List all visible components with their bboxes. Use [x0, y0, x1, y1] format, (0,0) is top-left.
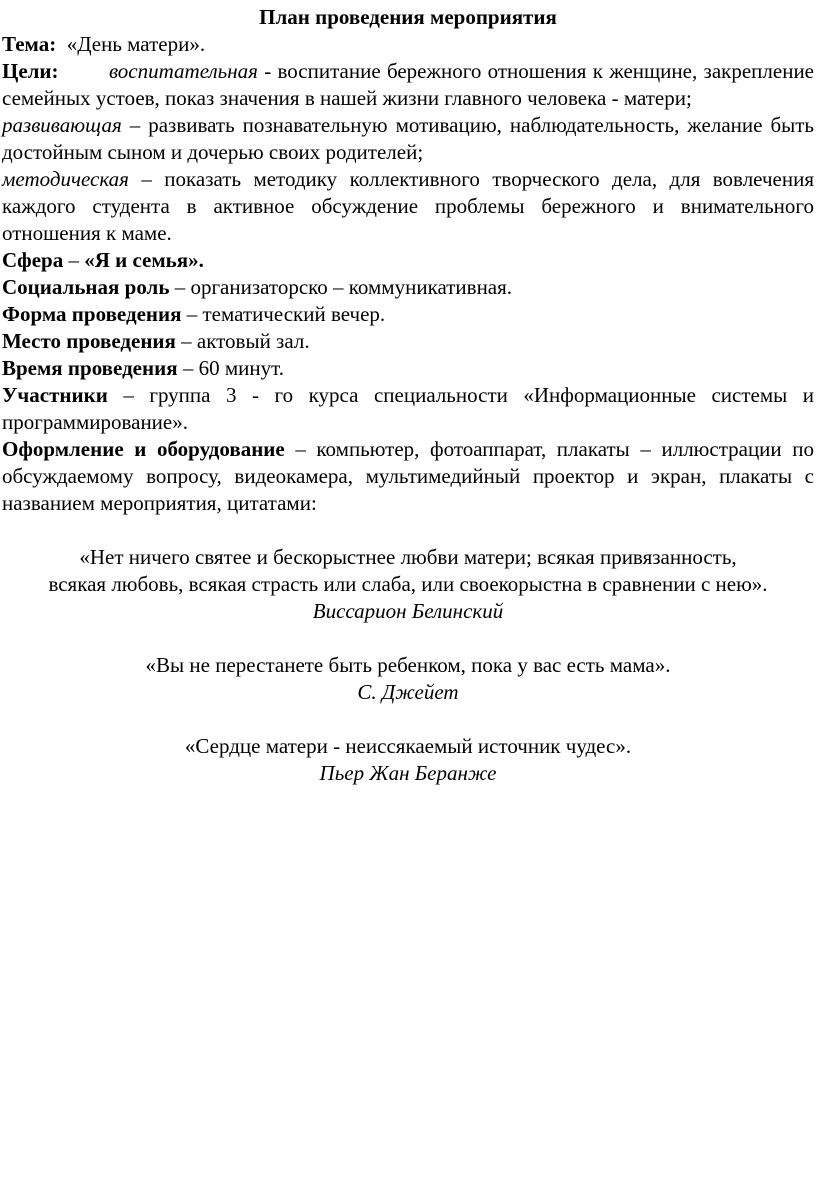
- social-role-value: – организаторско – коммуникативная.: [169, 275, 513, 299]
- place-label: Место проведения: [2, 329, 176, 353]
- theme-label: Тема:: [2, 32, 57, 56]
- quote-line: всякая любовь, всякая страсть или слаба, или своекорыстна в сравнении с нею».: [48, 572, 768, 596]
- form-line: [2, 301, 814, 328]
- goal-term: воспитательная: [108, 59, 258, 83]
- quote-line: «Сердце матери - неиссякаемый источник чудес».: [184, 734, 632, 758]
- social-role-line: [2, 274, 814, 301]
- participants-label: Участники: [2, 383, 108, 407]
- sphere-value: «Я и семья».: [84, 248, 204, 272]
- sphere-label: Сфера: [2, 248, 64, 272]
- goal-text: – показать методику коллективного творческого дела, для вовлечения каждого студента в активное обсуждение проблемы бережного и внимательного отношения к маме.: [2, 167, 814, 245]
- sphere-line: [2, 247, 814, 274]
- spacer: [2, 706, 814, 733]
- quote-block: [2, 544, 814, 625]
- place-line: [2, 328, 814, 355]
- quote-block: [2, 652, 814, 706]
- theme-value: «День матери».: [66, 32, 206, 56]
- equipment-label: Оформление и оборудование: [2, 437, 285, 461]
- theme-line: [2, 31, 814, 58]
- goal-methodical: [2, 166, 814, 247]
- goal-text: – развивать познавательную мотивацию, наблюдательность, желание быть достойным сыном и дочерью своих родителей;: [2, 113, 814, 164]
- time-label: Время проведения: [2, 356, 178, 380]
- goal-text: - воспитание бережного отношения к женщине, закрепление семейных устоев, показ значения в нашей жизни главного человека - матери;: [2, 59, 814, 110]
- quote-block: [2, 733, 814, 787]
- goals-label: Цели:: [2, 59, 59, 83]
- quote-line: «Нет ничего святее и бескорыстнее любви матери; всякая привязанность,: [79, 545, 737, 569]
- form-label: Форма проведения: [2, 302, 182, 326]
- goal-developing: [2, 112, 814, 166]
- goal-term: методическая: [2, 167, 129, 191]
- social-role-label: Социальная роль: [2, 275, 170, 299]
- quote-author: Пьер Жан Беранже: [319, 761, 497, 785]
- goal-term: развивающая: [2, 113, 122, 137]
- sphere-separator: –: [63, 248, 85, 272]
- spacer: [2, 517, 814, 544]
- goal-educational: [2, 58, 814, 112]
- participants-line: [2, 382, 814, 436]
- place-value: – актовый зал.: [175, 329, 310, 353]
- form-value: – тематический вечер.: [181, 302, 386, 326]
- participants-value: – группа 3 - го курса специальности «Информационные системы и программирование».: [2, 383, 814, 434]
- quote-author: Виссарион Белинский: [312, 599, 504, 623]
- time-value: – 60 минут.: [177, 356, 284, 380]
- spacer: [2, 625, 814, 652]
- quote-author: С. Джейет: [357, 680, 459, 704]
- quote-line: «Вы не перестанете быть ребенком, пока у вас есть мама».: [145, 653, 671, 677]
- time-line: [2, 355, 814, 382]
- equipment-value: – компьютер, фотоаппарат, плакаты – иллюстрации по обсуждаемому вопросу, видеокамера, мультимедийный проектор и экран, плакаты с названием мероприятия, цитатами:: [2, 437, 814, 515]
- page-title: План проведения мероприятия: [259, 5, 557, 29]
- equipment-line: [2, 436, 814, 517]
